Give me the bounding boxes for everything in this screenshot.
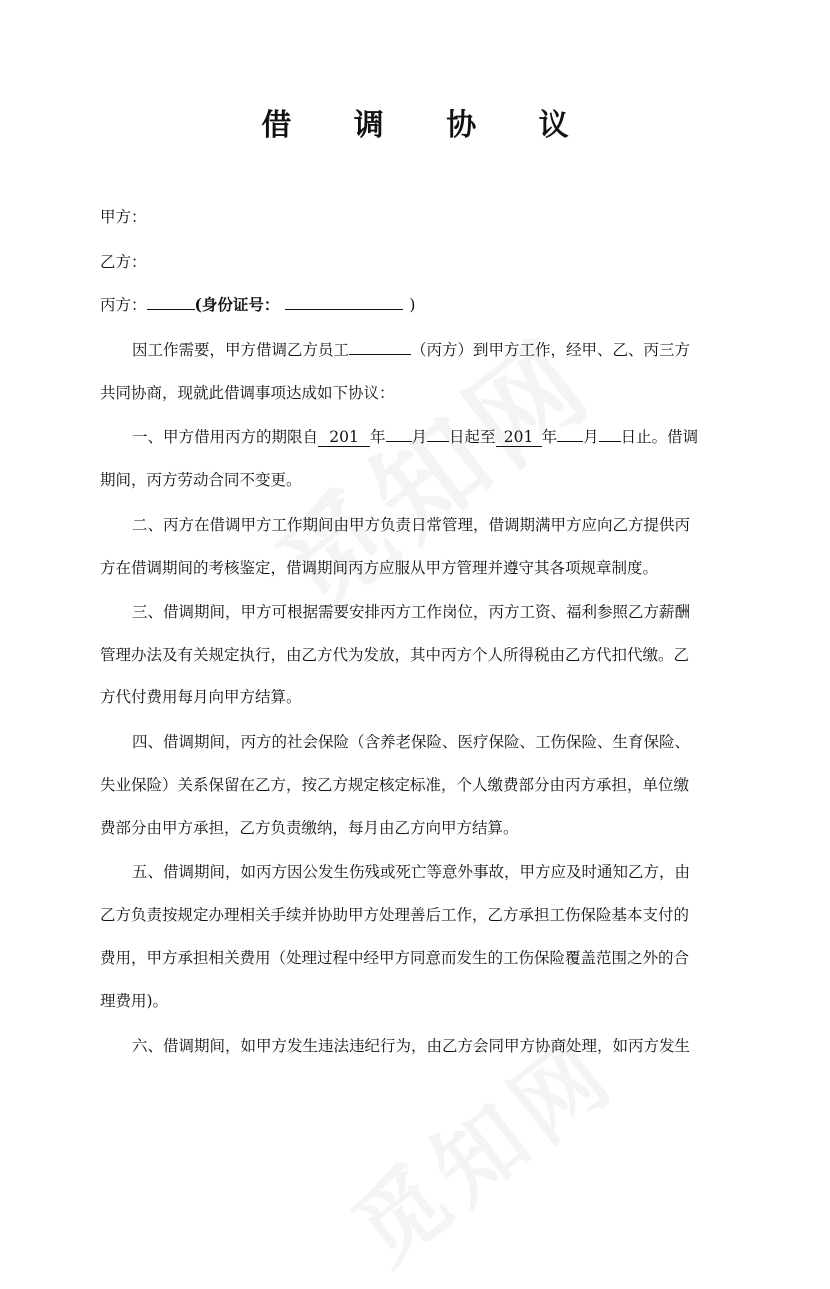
party-c-line [100,295,740,315]
end-year-field[interactable]: 201 [496,428,542,447]
month-label: 月 [411,428,428,446]
year-label: 年 [370,428,386,446]
year-label: 年 [541,428,558,446]
clause-5-line-2: 乙方负责按规定办理相关手续并协助甲方处理善后工作，乙方承担工伤保险基本支付的 [100,906,690,924]
intro-text-1b: （丙方）到甲方工作，经甲、乙、丙三方 [411,341,691,359]
id-number-label: (身份证号： [194,295,280,314]
clause-6-line-1: 六、借调期间，如甲方发生违法违纪行为，由乙方会同甲方协商处理，如丙方发生 [132,1037,691,1055]
month-label: 月 [583,428,599,446]
clause-2-line-1: 二、丙方在借调甲方工作期间由甲方负责日常管理，借调期满甲方应向乙方提供丙 [132,516,691,534]
end-day-blank[interactable] [599,441,621,442]
end-month-blank[interactable] [557,441,583,442]
clause-3-line-1: 三、借调期间，甲方可根据需要安排丙方工作岗位，丙方工资、福利参照乙方薪酬 [132,603,691,621]
clause-4-line-1: 四、借调期间，丙方的社会保险（含养老保险、医疗保险、工伤保险、生育保险、 [132,733,691,751]
party-c-label: 丙方： [100,296,147,314]
id-close-paren: ) [409,296,416,314]
clause-2-line-2: 方在借调期间的考核鉴定，借调期间丙方应服从甲方管理并遵守其各项规章制度。 [100,559,659,577]
start-month-blank[interactable] [386,441,412,442]
clause-4-line-2: 失业保险）关系保留在乙方，按乙方规定核定标准，个人缴费部分由丙方承担，单位缴 [100,776,690,794]
clause-5-line-1: 五、借调期间，如丙方因公发生伤残或死亡等意外事故，甲方应及时通知乙方，由 [132,863,691,881]
clause-5-line-4: 理费用)。 [100,992,169,1010]
party-c-name-blank[interactable] [147,309,195,310]
day-from-to-label: 日起至 [449,428,496,446]
start-year-field[interactable]: 201 [318,428,370,447]
party-a-label: 甲方： [100,208,147,226]
clause-1-line-2: 期间，丙方劳动合同不变更。 [100,471,302,489]
party-a-line [100,207,740,227]
employee-name-blank[interactable] [349,354,411,355]
intro-line-1 [132,340,742,360]
party-b-line [100,252,740,272]
clause-3-line-3: 方代付费用每月向甲方结算。 [100,688,302,706]
party-b-label: 乙方： [100,253,147,271]
clause-1-line-1 [132,427,742,447]
day-end-label: 日止。借调 [620,428,699,446]
clause-1-text: 一、甲方借用丙方的期限自 [132,428,319,446]
intro-text-1a: 因工作需要，甲方借调乙方员工 [132,341,350,359]
document-title: 借 调 协 议 [261,108,595,143]
start-day-blank[interactable] [427,441,449,442]
clause-5-line-3: 费用，甲方承担相关费用（处理过程中经甲方同意而发生的工伤保险覆盖范围之外的合 [100,949,690,967]
clause-3-line-2: 管理办法及有关规定执行，由乙方代为发放，其中丙方个人所得税由乙方代扣代缴。乙 [100,646,690,664]
id-number-blank[interactable] [285,309,403,310]
clause-4-line-3: 费部分由甲方承担，乙方负责缴纳，每月由乙方向甲方结算。 [100,819,519,837]
intro-line-2: 共同协商，现就此借调事项达成如下协议： [100,384,395,402]
